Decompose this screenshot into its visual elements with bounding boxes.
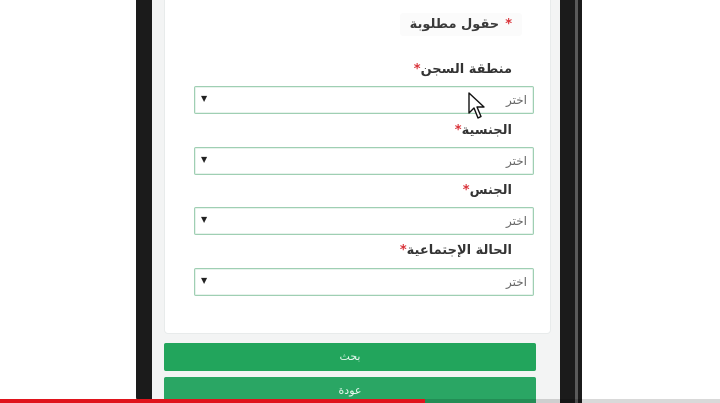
label-text: الحالة الإجتماعية [406,243,512,258]
search-form-card [164,0,551,334]
mouse-cursor-icon [468,92,486,120]
required-star: * [462,183,470,198]
phone-bezel-right [560,0,582,403]
label-text: الجنس [469,183,512,198]
required-star: * [413,62,421,77]
select-gender[interactable] [194,207,534,235]
video-progress-bar[interactable] [0,399,720,403]
chevron-down-icon: ▼ [201,155,208,164]
select-value: اختر [506,154,527,168]
chevron-down-icon: ▼ [201,276,208,285]
phone-screen [152,0,560,403]
select-value: اختر [506,275,527,289]
select-nationality[interactable] [194,147,534,175]
phone-bezel-left [136,0,152,403]
chevron-down-icon: ▼ [201,215,208,224]
required-note-text: حقول مطلوبة [409,17,500,32]
chevron-down-icon: ▼ [201,94,208,103]
label-text: الجنسية [461,123,512,138]
video-progress-fill [0,399,425,403]
label-prison-region [414,62,512,77]
select-value: اختر [506,93,527,107]
back-button[interactable]: عودة [164,377,536,403]
required-star: * [505,17,512,32]
search-button[interactable]: بحث [164,343,536,371]
label-nationality [455,123,512,138]
label-text: منطقة السجن [420,62,512,77]
select-marital-status[interactable] [194,268,534,296]
required-star: * [399,243,407,258]
label-marital-status [400,243,512,258]
required-fields-note [400,13,522,36]
label-gender [463,183,512,198]
select-value: اختر [506,214,527,228]
required-star: * [454,123,462,138]
